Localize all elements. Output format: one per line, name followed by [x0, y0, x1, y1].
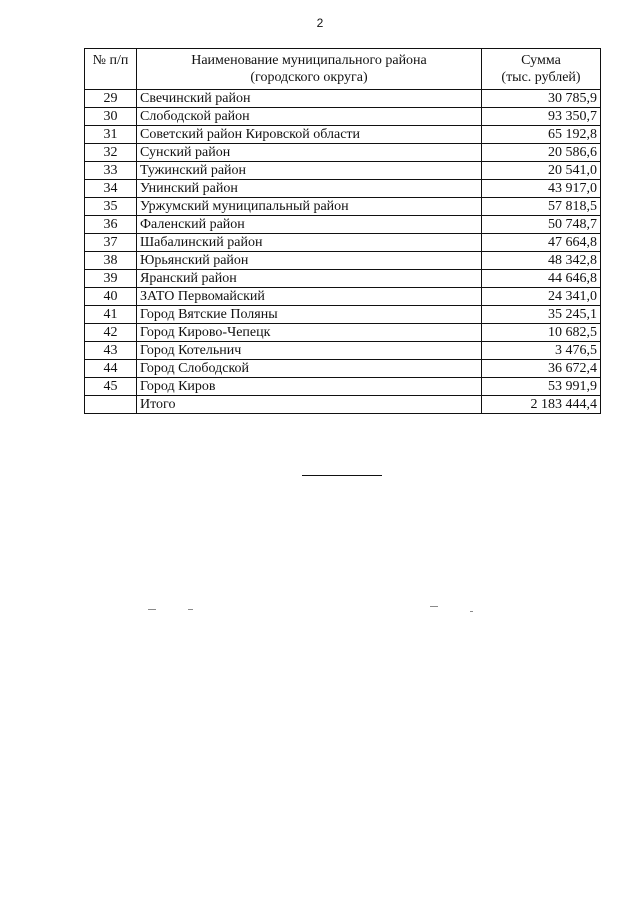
header-sum	[482, 49, 601, 90]
row-sum: 53 991,9	[482, 378, 601, 396]
row-number	[85, 396, 137, 414]
row-sum: 44 646,8	[482, 270, 601, 288]
row-number: 35	[85, 198, 137, 216]
header-sum-line2: (тыс. рублей)	[501, 70, 581, 85]
row-sum: 50 748,7	[482, 216, 601, 234]
scan-speck	[470, 611, 473, 612]
scan-speck	[188, 609, 193, 610]
row-sum: 43 917,0	[482, 180, 601, 198]
row-number: 37	[85, 234, 137, 252]
row-sum: 65 192,8	[482, 126, 601, 144]
row-number: 40	[85, 288, 137, 306]
row-sum: 48 342,8	[482, 252, 601, 270]
table-header-row	[85, 49, 601, 90]
row-sum: 20 541,0	[482, 162, 601, 180]
row-sum: 2 183 444,4	[482, 396, 601, 414]
row-name: Юрьянский район	[137, 252, 482, 270]
row-number: 32	[85, 144, 137, 162]
row-name: Слободской район	[137, 108, 482, 126]
row-sum: 93 350,7	[482, 108, 601, 126]
row-number: 38	[85, 252, 137, 270]
table-row	[85, 324, 601, 342]
row-sum: 57 818,5	[482, 198, 601, 216]
row-sum: 24 341,0	[482, 288, 601, 306]
table-row	[85, 162, 601, 180]
row-name: ЗАТО Первомайский	[137, 288, 482, 306]
row-name: Шабалинский район	[137, 234, 482, 252]
table-row	[85, 270, 601, 288]
row-name: Яранский район	[137, 270, 482, 288]
row-number: 30	[85, 108, 137, 126]
table-row	[85, 108, 601, 126]
row-number: 44	[85, 360, 137, 378]
row-name: Унинский район	[137, 180, 482, 198]
header-name-line2: (городского округа)	[250, 70, 368, 85]
row-name: Город Киров	[137, 378, 482, 396]
row-sum: 3 476,5	[482, 342, 601, 360]
row-name: Город Вятские Поляны	[137, 306, 482, 324]
row-number: 29	[85, 90, 137, 108]
table-row	[85, 342, 601, 360]
table-total-row	[85, 396, 601, 414]
municipal-sum-table	[84, 48, 601, 414]
row-number: 39	[85, 270, 137, 288]
table-row	[85, 198, 601, 216]
table-row	[85, 180, 601, 198]
row-number: 42	[85, 324, 137, 342]
row-number: 45	[85, 378, 137, 396]
scan-speck	[148, 609, 156, 610]
header-sum-line1: Сумма	[521, 53, 561, 68]
row-sum: 10 682,5	[482, 324, 601, 342]
closing-divider-line	[302, 475, 382, 476]
row-sum: 36 672,4	[482, 360, 601, 378]
table-row	[85, 306, 601, 324]
row-name: Итого	[137, 396, 482, 414]
table-row	[85, 90, 601, 108]
table-row	[85, 144, 601, 162]
row-number: 41	[85, 306, 137, 324]
row-sum: 47 664,8	[482, 234, 601, 252]
page-number: 2	[316, 16, 324, 30]
row-name: Фаленский район	[137, 216, 482, 234]
table-body	[85, 90, 601, 414]
header-num: № п/п	[85, 49, 137, 90]
row-name: Уржумский муниципальный район	[137, 198, 482, 216]
row-name: Советский район Кировской области	[137, 126, 482, 144]
scan-speck	[430, 606, 438, 607]
table-row	[85, 234, 601, 252]
row-number: 31	[85, 126, 137, 144]
row-number: 36	[85, 216, 137, 234]
row-name: Город Слободской	[137, 360, 482, 378]
row-name: Сунский район	[137, 144, 482, 162]
table-row	[85, 288, 601, 306]
header-name	[137, 49, 482, 90]
header-name-line1: Наименование муниципального района	[191, 53, 427, 68]
row-name: Тужинский район	[137, 162, 482, 180]
row-sum: 30 785,9	[482, 90, 601, 108]
row-number: 33	[85, 162, 137, 180]
table-row	[85, 126, 601, 144]
row-name: Город Котельнич	[137, 342, 482, 360]
row-number: 43	[85, 342, 137, 360]
table-row	[85, 252, 601, 270]
table-row	[85, 378, 601, 396]
row-number: 34	[85, 180, 137, 198]
row-sum: 35 245,1	[482, 306, 601, 324]
row-name: Город Кирово-Чепецк	[137, 324, 482, 342]
table-row	[85, 360, 601, 378]
row-name: Свечинский район	[137, 90, 482, 108]
table-row	[85, 216, 601, 234]
row-sum: 20 586,6	[482, 144, 601, 162]
